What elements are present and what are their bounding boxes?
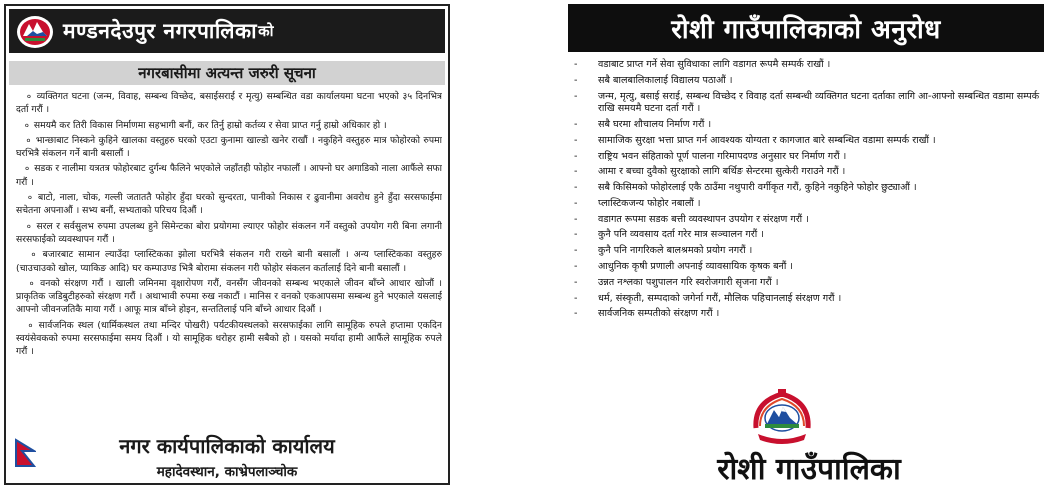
notice-paragraph — [16, 220, 442, 247]
nepal-government-emblem-icon — [750, 388, 814, 450]
list-item-text: सार्वजनिक सम्पतीको संरक्षण गरौं । — [598, 308, 720, 320]
paragraph-text: बजारबाट सामान ल्याउँदा प्लास्टिकका झोला घरभित्रै संकलन गरी राख्ने बानी बसालौं । अन्य प्लास्टिकका वस्तुहरु (चाउचाउको खोल, प्याकिङ आदि) घर कम्पाउण्ड भित्रै बोरामा संकलन गरी फोहोर संकलन कर्तालाई दिने बानी बसालौं । — [16, 249, 442, 274]
dash-marker: - — [574, 292, 578, 304]
notice-paragraph — [16, 162, 442, 189]
list-item — [572, 308, 1042, 321]
list-item — [572, 119, 1042, 132]
rural-municipality-request-right — [558, 4, 1046, 485]
dash-marker: - — [574, 59, 578, 70]
paragraph-text: बाटो, नाला, चोक, गल्ली जताततै फोहोर हुँदा घरको सुन्दरता, पानीको निकास र ढुवानीमा अवरोध हुने हुँदा सरसफाईमा सचेतना अपनाऔं । सभ्य बनौं, सभ्यताको परिचय दिऔं । — [16, 192, 442, 217]
bullet-marker: ० — [26, 135, 31, 145]
notice-title: मण्डनदेउपुर नगरपालिका — [63, 19, 258, 43]
list-item — [572, 198, 1042, 211]
paragraph-text: व्यक्तिगत घटना (जन्म, विवाह, सम्बन्ध विच्छेद, बसाईसराई र मृत्यु) सम्बन्धित वडा कार्यालयमा घटना भएको ३५ दिनभित्र दर्ता गरौं । — [16, 91, 442, 116]
notice-paragraph — [16, 134, 442, 161]
notice-paragraph — [16, 119, 442, 132]
dash-marker: - — [574, 118, 578, 130]
list-item-text: प्लास्टिकजन्य फोहोर नबालौं । — [598, 197, 701, 209]
list-item — [572, 229, 1042, 242]
list-item-text: राष्ट्रिय भवन संहिताको पूर्ण पालना गरिमापदण्ड अनुसार घर निर्माण गरौं । — [598, 150, 847, 162]
list-item-text: उन्नत नश्लका पशुपालन गरि स्वरोजगारी सृजना गरौं । — [598, 276, 779, 288]
notice-paragraph — [16, 319, 442, 359]
bullet-marker: ० — [29, 278, 34, 288]
list-item-text: सामाजिक सुरक्षा भत्ता प्राप्त गर्न आवश्यक योग्यता र कागजात बारे सम्बन्धित वडामा सम्पर्क राखौं । — [598, 134, 936, 146]
notice-title-suffix: को — [258, 22, 274, 40]
dash-marker: - — [574, 276, 578, 288]
paragraph-text: सडक र नालीमा यत्रतत्र फोहोरबाट दुर्गन्ध फैलिने भएकोले जहाँतही फोहोर नफालौं । आफ्नो घर अगाडिको नाला आफैंले सफा गरौं । — [16, 163, 442, 188]
bullet-marker: ० — [26, 92, 32, 101]
notice-paragraph — [16, 191, 442, 218]
request-list — [572, 59, 1042, 324]
dash-marker: - — [574, 150, 578, 162]
dash-marker: - — [574, 308, 578, 320]
list-item-text: कुनै पनि नागरिकले बालश्रमको प्रयोग नगरौं । — [598, 245, 753, 257]
list-item — [572, 214, 1042, 227]
dash-marker: - — [574, 260, 578, 272]
notice-header — [9, 9, 445, 53]
list-item-text: आधुनिक कृषी प्रणाली अपनाई व्यावसायिक कृषक बनौं । — [598, 260, 794, 272]
bullet-marker: ० — [25, 164, 30, 174]
list-item — [572, 277, 1042, 290]
office-name: नगर कार्यपालिकाको कार्यालय — [119, 434, 335, 458]
rural-municipality-name: रोशी गाउँपालिका — [717, 452, 901, 485]
bullet-marker: ० — [27, 193, 33, 203]
paragraph-text: वनको संरक्षण गरौं । खाली जमिनमा वृक्षारोपण गरौं, वनसँग जीवनको सम्बन्ध भएकाले जीवन बाँच्ने आधार खोजौं । प्राकृतिक जडिबुटीहरुको संरक्षण गरौं । अथाभावी रुपमा रुख नकाटौं । मानिस र वनको एकआपसमा सम्बन्ध हुने भएकाले यसलाई आफ्नो जीवनजतिकै माया गरौं । आफू मात्र बाँच्ने होइन, सन्ततिलाई पनि बाँच्ने आधार दिऔं । — [16, 277, 442, 316]
bullet-marker: ० — [24, 120, 29, 130]
list-item-text: कुनै पनि व्यवसाय दर्ता गरेर मात्र सञ्चालन गरौं । — [598, 229, 764, 241]
list-item — [572, 135, 1042, 148]
request-title: रोशी गाउँपालिकाको अनुरोध — [568, 4, 1044, 52]
bullet-marker: ० — [31, 250, 36, 260]
list-item — [572, 59, 1042, 72]
list-item — [572, 166, 1042, 179]
dash-marker: - — [574, 245, 578, 257]
list-item-text: धर्म, संस्कृती, सम्पदाको जगेर्ना गरौं, मौलिक पहिचानलाई संरक्षण गरौं । — [598, 292, 842, 304]
dash-marker: - — [574, 213, 578, 225]
dash-marker: - — [574, 197, 578, 209]
list-item-text: वडागत रूपमा सडक बत्ती व्यवस्थापन उपयोग र संरक्षण गरौं । — [598, 213, 809, 225]
notice-paragraph — [16, 277, 442, 317]
list-item-text: आमा र बच्चा दुवैको सुरक्षाको लागि बर्थिङ सेन्टरमा सुत्केरी गराउने गरौं । — [598, 166, 846, 178]
dash-marker: - — [574, 74, 578, 86]
notice-body — [16, 90, 442, 420]
paragraph-text: सरल र सर्वसुलभ रुपमा उपलब्ध हुने सिमेन्टका बोरा प्रयोगमा ल्याएर फोहोर संकलन गर्ने वस्तुको उपयोग गरी बिना लगानी सरसफाईको व्यवस्थापन गरौं । — [16, 220, 442, 245]
list-item — [572, 182, 1042, 195]
list-item — [572, 293, 1042, 306]
notice-paragraph — [16, 248, 442, 275]
dash-marker: - — [574, 182, 578, 194]
dash-marker: - — [574, 229, 578, 241]
municipality-notice-left — [4, 4, 450, 485]
list-item — [572, 261, 1042, 274]
dash-marker: - — [574, 134, 578, 146]
list-item — [572, 245, 1042, 258]
list-item-text: जन्म, मृत्यु, बसाई सराई, सम्बन्ध विच्छेद र विवाह दर्ता सम्बन्धी व्यक्तिगत घटना दर्ताका लागि आ-आफ्नो सम्बन्धित वडामा सम्पर्क राखि समयमै घटना दर्ता गरौं । — [598, 90, 1040, 115]
dash-marker: - — [574, 90, 578, 102]
list-item — [572, 151, 1042, 164]
list-item-text: सबै बालबालिकालाई विद्यालय पठाऔं । — [598, 74, 733, 86]
paragraph-text: भान्छाबाट निस्कने कुहिने खालका वस्तुहरु घरको एउटा कुनामा खाल्डो खनेर राखौं । नकुहिने वस्तुहरु मात्र फोहोरको रुपमा घरभित्रै संकलन गर्ने बानी बसालौं । — [16, 134, 442, 160]
list-item — [572, 75, 1042, 88]
list-item-text: सबै घरमा शौचालय निर्माण गरौं । — [598, 118, 712, 130]
bullet-marker: ० — [28, 320, 33, 330]
list-item — [572, 91, 1042, 116]
nepal-emblem-icon — [15, 12, 55, 50]
paragraph-text: समयमै कर तिरी विकास निर्माणमा सहभागी बनौं, कर तिर्नु हाम्रो कर्तव्य र सेवा प्राप्त गर्नु हाम्रो अधिकार हो । — [33, 119, 387, 131]
paragraph-text: सार्वजनिक स्थल (धार्मिकस्थल तथा मन्दिर पोखरी) पर्यटकीयस्थलको सरसफाईका लागि सामूहिक रुपले हप्तामा एकदिन स्वयंसेवकको रुपमा सरसफाईमा समय दिऔं । यो सामूहिक धरोहर हामी सबैको हो । यसको मर्यादा हामी आफैंले सामूहिक रुपले गरौं । — [16, 319, 442, 358]
list-item-text: सबै किसिमको फोहोरलाई एकै ठाउँमा नथुपारी वर्गीकृत गरौं, कुहिने नकुहिने फोहोर छुट्याऔं । — [598, 182, 917, 194]
office-address: महादेवस्थान, काभ्रेपलाञ्चोक — [156, 464, 298, 480]
notice-subtitle: नगरबासीमा अत्यन्त जरुरी सूचना — [9, 61, 445, 85]
bullet-marker: ० — [26, 221, 31, 231]
list-item-text: वडाबाट प्राप्त गर्ने सेवा सुविधाका लागि वडागत रूपमै सम्पर्क राखौं । — [598, 59, 831, 70]
notice-paragraph — [16, 90, 442, 117]
dash-marker: - — [574, 166, 578, 178]
